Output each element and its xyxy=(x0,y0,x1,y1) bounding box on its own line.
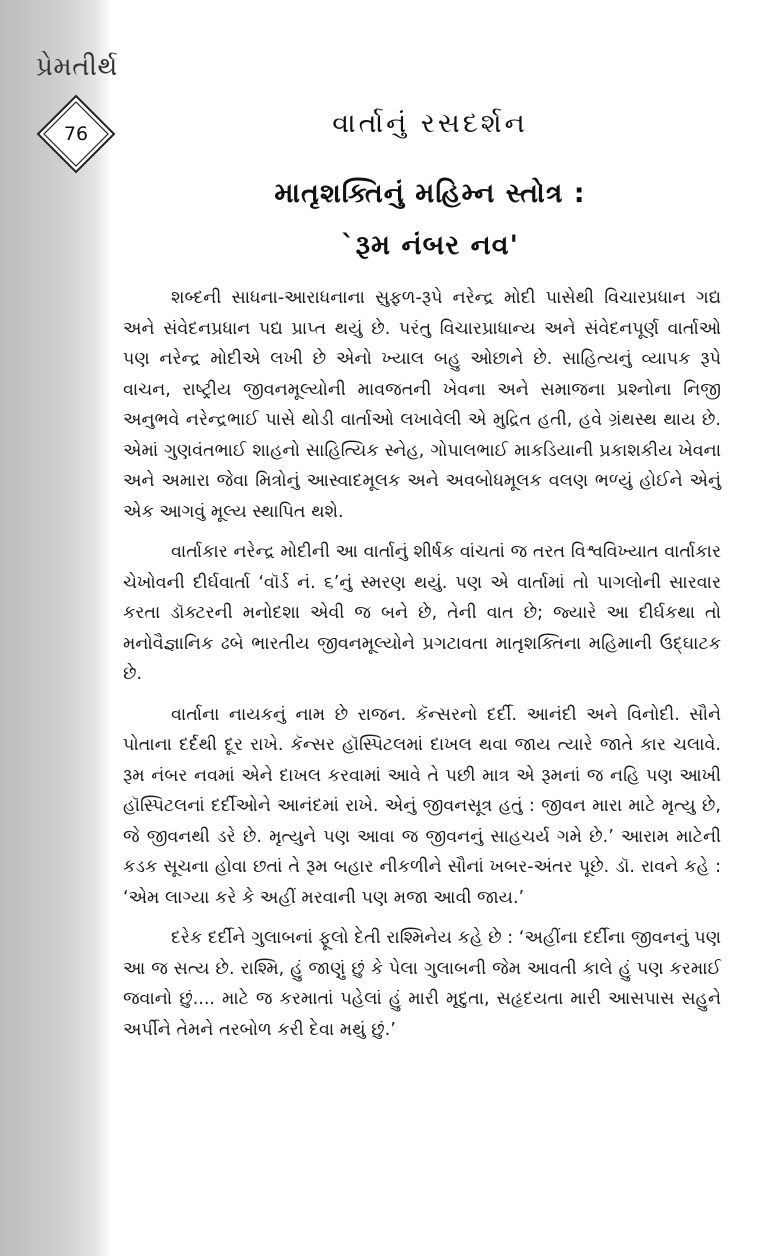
paragraph: શબ્દની સાધના-આરાધનાના સુફળ-રૂપે નરેન્દ્ર મોદી પાસેથી વિચારપ્રધાન ગદ્ય અને સંવેદનપ્રધાન પદ્ય પ્રાપ્ત થયું છે. પરંતુ વિચારપ્રાધાન્ય અને સંવેદનપૂર્ણ વાર્તાઓ પણ નરેન્દ્ર મોદીએ લખી છે એનો ખ્યાલ બહુ ઓછાને છે. સાહિત્યનું વ્યાપક રૂપે વાચન, રાષ્ટ્રીય જીવનમૂલ્યોની માવજતની ખેવના અને સમાજના પ્રશ્નોના નિજી અનુભવે નરેન્દ્રભાઈ પાસે થોડી વાર્તાઓ લખાવેલી એ મુદ્રિત હતી, હવે ગ્રંથસ્થ થાય છે. એમાં ગુણવંતભાઈ શાહનો સાહિત્યિક સ્નેહ, ગોપાલભાઈ માકડિયાની પ્રકાશકીય ખેવના અને અમારા જેવા મિત્રોનું આસ્વાદમૂલક અને અવબોધમૂલક વલણ ભળ્યું હોઈને એનું એક આગવું મૂલ્ય સ્થાપિત થશે. xyxy=(123,288,721,522)
story-title xyxy=(180,168,680,272)
page-number: 76 xyxy=(63,123,89,145)
page-number-badge xyxy=(36,94,116,174)
paragraph: વાર્તાના નાયકનું નામ છે રાજન. કૅન્સરનો દર્દી. આનંદી અને વિનોદી. સૌને પોતાના દર્દથી દૂર રાખે. કૅન્સર હૉસ્પિટલમાં દાખલ થવા જાય ત્યારે જાતે કાર ચલાવે. રૂમ નંબર નવમાં એને દાખલ કરવામાં આવે તે પછી માત્ર એ રૂમનાં જ નહિ પણ આખી હૉસ્પિટલનાં દર્દીઓને આનંદમાં રાખે. એનું જીવનસૂત્ર હતું : જીવન મારા માટે મૃત્યુ છે, જે જીવનથી ડરે છે. મૃત્યુને પણ આવા જ જીવનનું સાહચર્ય ગમે છે.’ આરામ માટેની કડક સૂચના હોવા છતાં તે રૂમ બહાર નીકળીને સૌનાં ખબર-અંતર પૂછે. ડૉ. રાવને કહે : ‘એમ લાગ્યા કરે કે અહીં મરવાની પણ મજા આવી જાય.’ xyxy=(123,704,721,908)
story-title-line-2: `રૂમ નંબર નવ' xyxy=(341,230,519,261)
side-margin-band xyxy=(0,0,112,1256)
article-body xyxy=(123,283,721,1055)
paragraph: વાર્તાકાર નરેન્દ્ર મોદીની આ વાર્તાનું શીર્ષક વાંચતાં જ તરત વિશ્વવિખ્યાત વાર્તાકાર ચેખોવની દીર્ઘવાર્તા ‘વૉર્ડ નં. ૬’નું સ્મરણ થયું. પણ એ વાર્તામાં તો પાગલોની સારવાર કરતા ડૉક્ટરની મનોદશા એવી જ બને છે, તેની વાત છે; જ્યારે આ દીર્ઘકથા તો મનોવૈજ્ઞાનિક ઢબે ભારતીય જીવનમૂલ્યોને પ્રગટાવતા માતૃશક્તિના મહિમાની ઉદ્‌ઘાટક છે. xyxy=(123,542,721,684)
paragraph: દરેક દર્દીને ગુલાબનાં ફૂલો દેતી રાશ્મિનેય કહે છે : ‘અહીંના દર્દીના જીવનનું પણ આ જ સત્ય છે. રાશ્મિ, હું જાણું છું કે પેલા ગુલાબની જેમ આવતી કાલે હું પણ કરમાઈ જવાનો છું.... માટે જ કરમાતાં પહેલાં હું મારી મૃદુતા, સહૃદયતા મારી આસપાસ સહુને અર્પીને તેમને તરબોળ કરી દેવા મથું છું.’ xyxy=(123,928,721,1040)
story-title-line-1: માતૃશક્તિનું મહિમ્ન સ્તોત્ર : xyxy=(274,178,586,209)
section-heading: વાર્તાનું રસદર્શન xyxy=(332,108,528,139)
book-title: પ્રેમતીર્થ xyxy=(36,52,118,82)
